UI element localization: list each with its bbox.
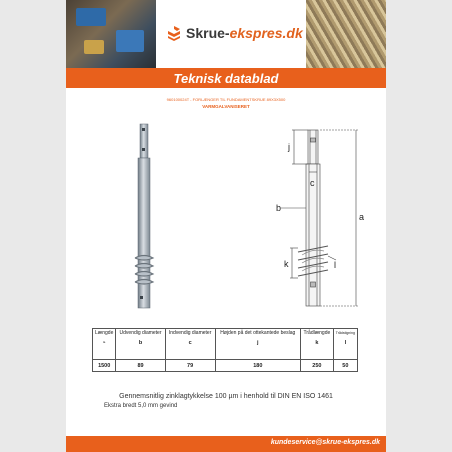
header-photo-tools	[66, 0, 156, 68]
header-symbol: j	[257, 340, 259, 346]
header-cell	[93, 329, 116, 360]
logo-icon	[166, 25, 182, 41]
product-finish: VARMGALVANISERET	[202, 104, 250, 109]
brand-name	[186, 25, 303, 41]
product-rod-photo	[135, 124, 153, 308]
value-cell: 250	[301, 360, 334, 372]
value-cell: 79	[165, 360, 215, 372]
brand-accent: ekspres.dk	[229, 25, 303, 41]
header-label: Indvendig diameter	[168, 330, 212, 336]
technical-drawing	[66, 110, 386, 325]
header-cell	[301, 329, 334, 360]
label-c: c	[310, 178, 315, 188]
brand-main: Skrue-	[186, 25, 230, 41]
value-cell: 89	[116, 360, 165, 372]
header-label: Længde	[95, 330, 114, 336]
label-j: j	[288, 142, 290, 152]
label-l: l	[334, 260, 336, 270]
header-cell	[333, 329, 357, 360]
header-label: Højden på det ottekantede beslag	[220, 330, 296, 336]
header-symbol: k	[315, 340, 319, 346]
header-cell	[215, 329, 301, 360]
value-cell: 50	[333, 360, 357, 372]
label-b: b	[276, 203, 282, 213]
header-cell	[165, 329, 215, 360]
header-label: Trådstigning	[335, 331, 355, 335]
footer-band	[66, 436, 386, 452]
datasheet-page	[66, 0, 386, 452]
product-code: 960100024T - FORLÆNGER TIL FUNDAMENTSKRUE 89X3X500	[166, 97, 286, 102]
spec-value-row	[93, 360, 358, 372]
header-cell	[116, 329, 165, 360]
spec-header-row	[93, 329, 358, 360]
header-label: Udvendig diameter	[119, 330, 162, 336]
header-photo-screws	[306, 0, 386, 68]
header-symbol: l	[344, 340, 347, 346]
brand-logo[interactable]	[166, 22, 303, 44]
coating-note: Gennemsnitlig zinklagtykkelse 100 µm i henhold til DIN EN ISO 1461	[119, 393, 333, 400]
spec-table	[92, 328, 358, 372]
header-symbol: c	[188, 340, 192, 346]
title-banner	[66, 68, 386, 88]
footer-email[interactable]: kundeservice@skrue-ekspres.dk	[270, 439, 380, 446]
header-symbol: la	[103, 340, 106, 344]
banner-title: Teknisk datablad	[173, 70, 279, 86]
value-cell: 1500	[93, 360, 116, 372]
label-a: a	[359, 212, 365, 222]
header-label: Trådlængde	[303, 330, 331, 336]
header-symbol: b	[138, 340, 143, 346]
value-cell: 180	[215, 360, 301, 372]
header	[66, 0, 386, 68]
thread-note: Ekstra bredt 5,0 mm gevind	[104, 403, 178, 409]
label-k: k	[284, 259, 289, 269]
dimension-drawing	[281, 130, 358, 306]
